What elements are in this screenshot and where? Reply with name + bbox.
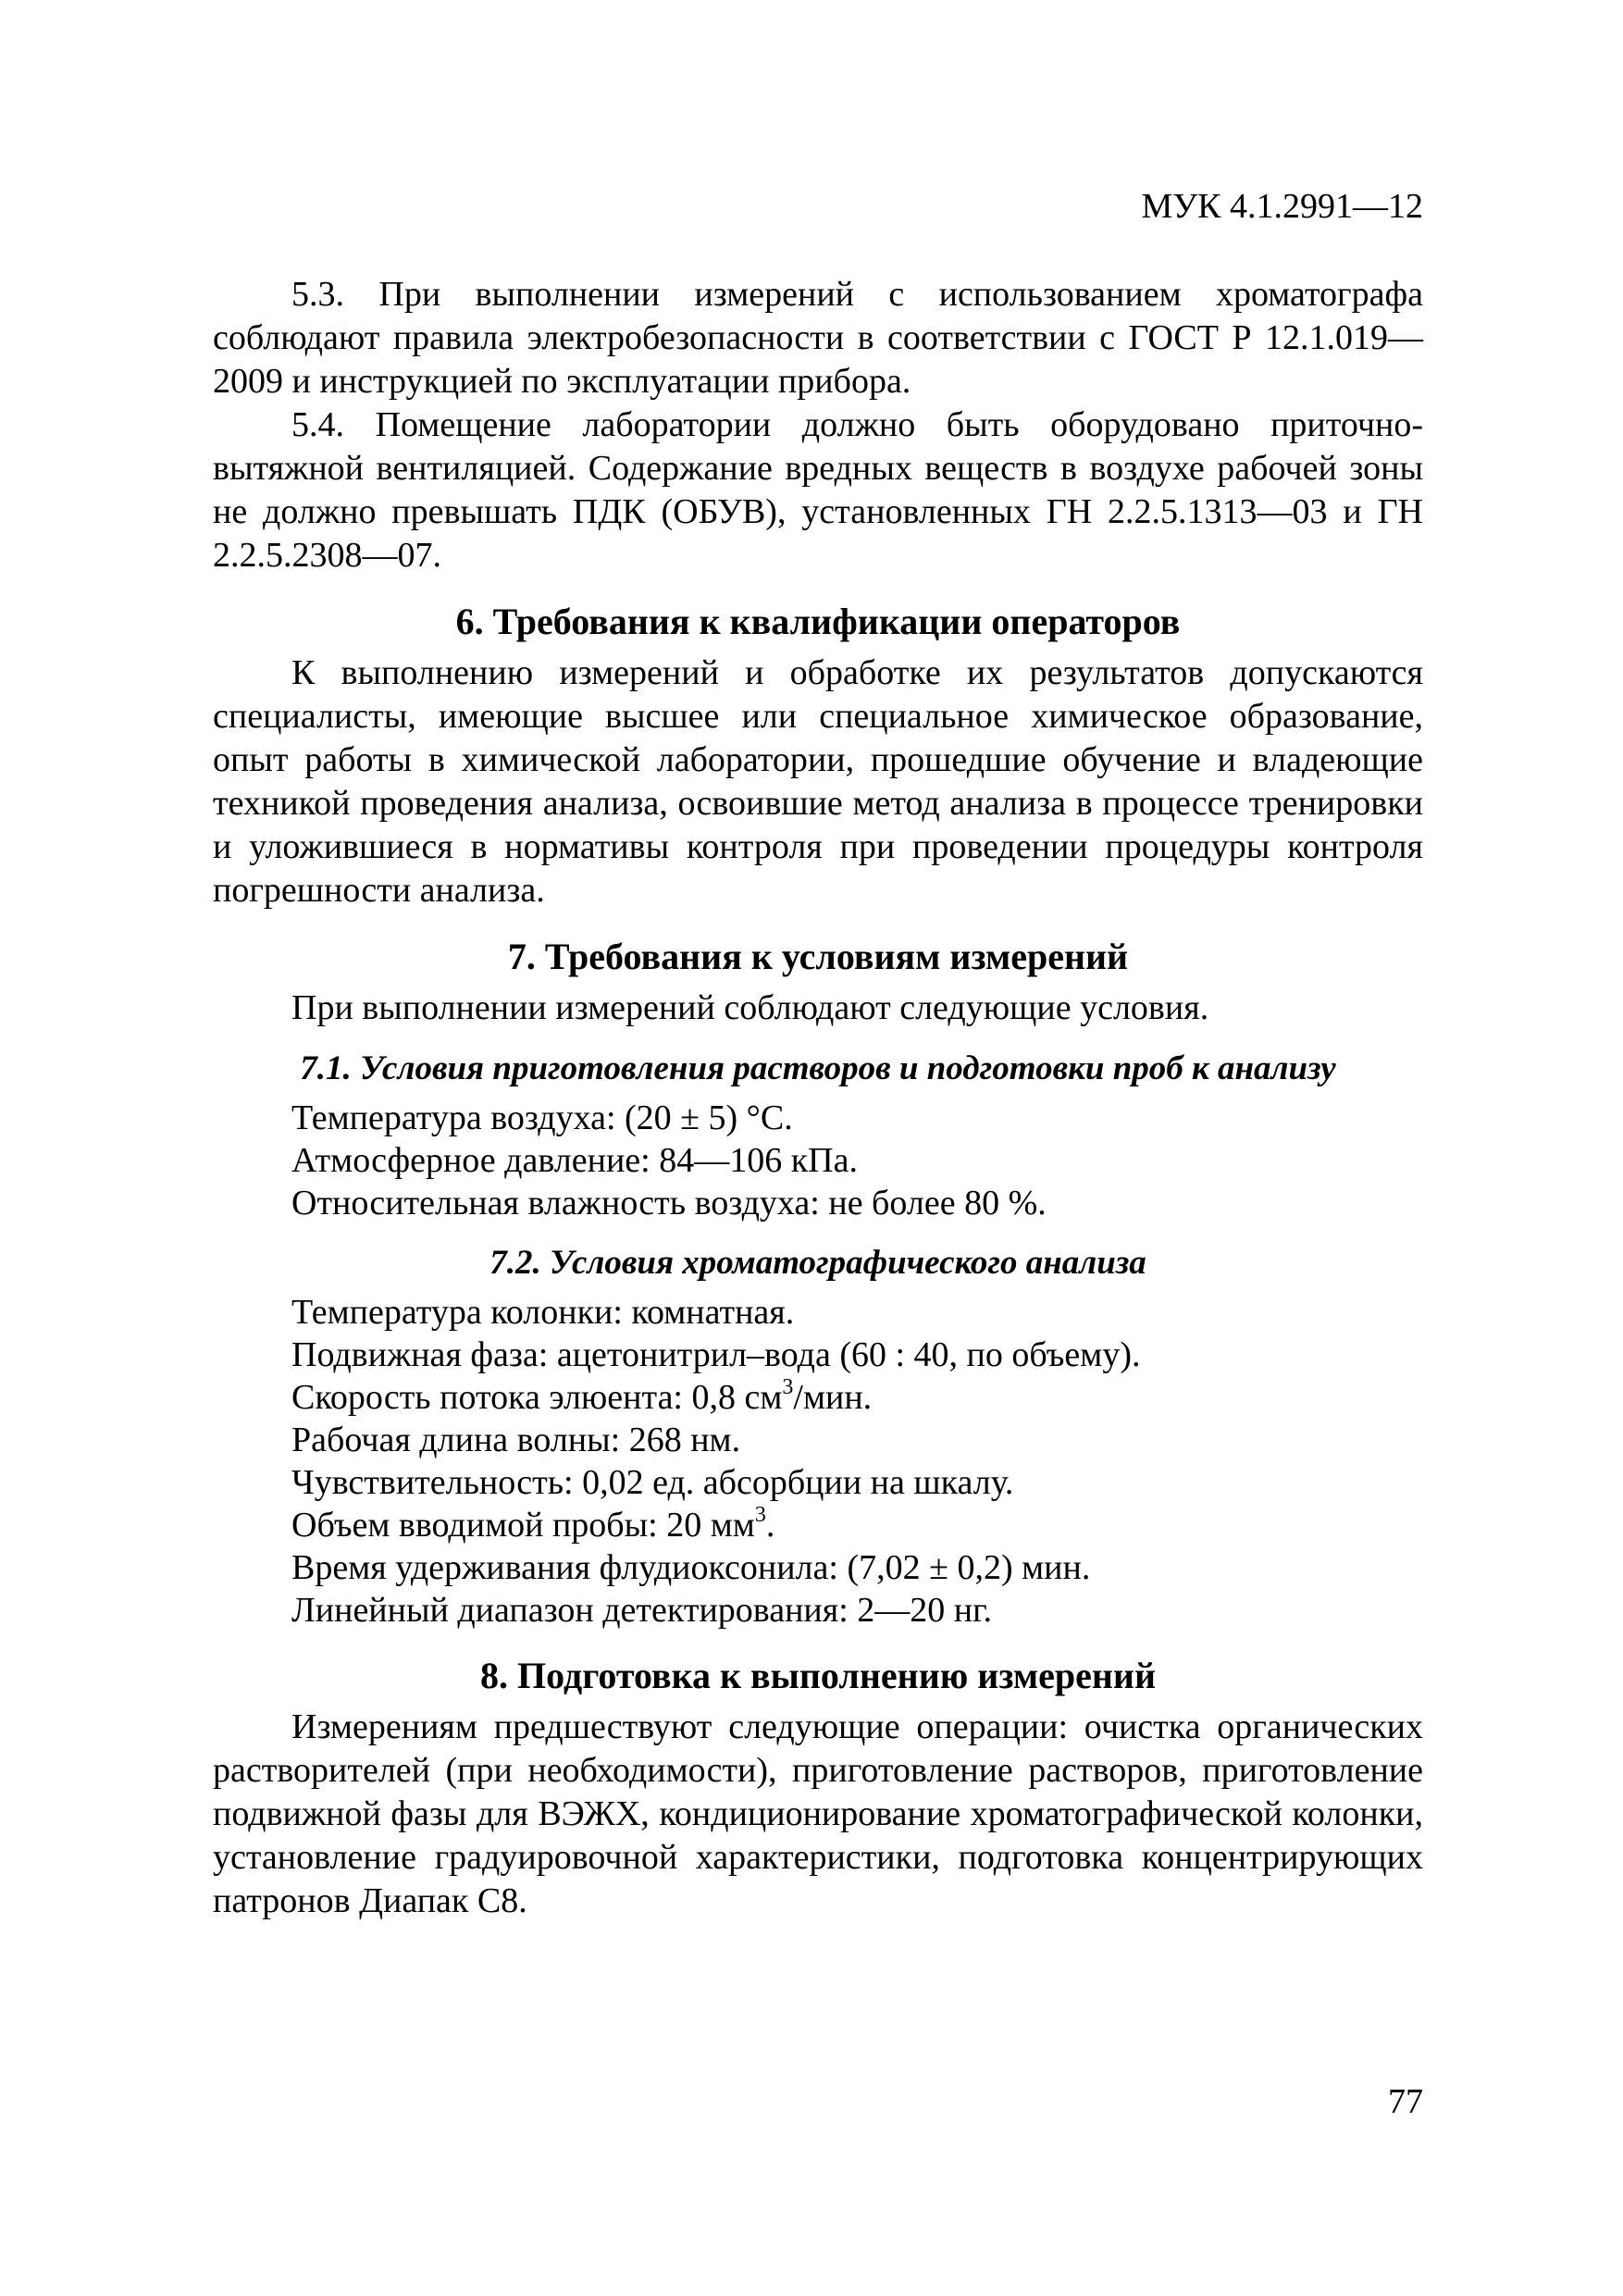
section-6-heading: 6. Требования к квалификации операторов <box>455 601 1181 642</box>
flow-rate-unit: /мин. <box>793 1378 873 1417</box>
flow-rate-text: Скорость потока элюента: 0,8 см <box>291 1378 783 1417</box>
injection-volume-superscript: 3 <box>754 1503 766 1527</box>
condition-linear-range: Линейный диапазон детектирования: 2—20 нг. <box>291 1591 992 1630</box>
condition-mobile-phase: Подвижная фаза: ацетонитрил–вода (60 : 40, по объему). <box>291 1335 1141 1374</box>
document-body <box>213 273 1423 1923</box>
section-8-text: Измерениям предшествуют следующие операции: очистка органических растворителей (при необходимости), приготовление растворов, приготовление подвижной фазы для ВЭЖХ, кондиционирование хроматографической колонки, установление градуировочной характеристики, подготовка концентрирующих патронов Диапак С8. <box>213 1707 1423 1920</box>
flow-rate-superscript: 3 <box>782 1375 794 1399</box>
condition-wavelength: Рабочая длина волны: 268 нм. <box>291 1421 741 1459</box>
condition-sensitivity: Чувствительность: 0,02 ед. абсорбции на шкалу. <box>291 1463 1014 1502</box>
subsection-7-2-heading: 7.2. Условия хроматографического анализа <box>489 1244 1146 1282</box>
condition-atmospheric-pressure: Атмосферное давление: 84—106 кПа. <box>291 1141 858 1180</box>
paragraph-5-4: 5.4. Помещение лаборатории должно быть оборудовано приточно-вытяжной вентиляцией. Содержание вредных веществ в воздухе рабочей зоны не должно превышать ПДК (ОБУВ), установленных ГН 2.2.5.1313—03 и ГН 2.2.5.2308—07. <box>213 405 1423 575</box>
condition-column-temperature: Температура колонки: комнатная. <box>291 1293 795 1332</box>
page-number: 77 <box>1388 2082 1423 2121</box>
injection-volume-end: . <box>765 1506 775 1545</box>
section-8-heading: 8. Подготовка к выполнению измерений <box>480 1655 1156 1696</box>
condition-relative-humidity: Относительная влажность воздуха: не более 80 %. <box>291 1184 1047 1222</box>
section-6-text: К выполнению измерений и обработке их результатов допускаются специалисты, имеющие высшее или специальное химическое образование, опыт работы в химической лаборатории, прошедшие обучение и владеющие техникой проведения анализа, освоившие метод анализа в процессе тренировки и уложившиеся в нормативы контроля при проведении процедуры контроля погрешности анализа. <box>213 653 1423 910</box>
document-code-header: МУК 4.1.2991—12 <box>1141 187 1423 226</box>
subsection-7-1-heading: 7.1. Условия приготовления растворов и подготовки проб к анализу <box>300 1049 1336 1087</box>
condition-retention-time: Время удерживания флудиоксонила: (7,02 ± 0,2) мин. <box>291 1548 1091 1587</box>
condition-injection-volume <box>213 1504 1423 1546</box>
condition-air-temperature: Температура воздуха: (20 ± 5) °С. <box>291 1098 793 1137</box>
paragraph-5-3: 5.3. При выполнении измерений с использованием хроматографа соблюдают правила электробезопасности в соответствии с ГОСТ Р 12.1.019—2009 и инструкцией по эксплуатации прибора. <box>213 275 1423 401</box>
section-7-intro: При выполнении измерений соблюдают следующие условия. <box>291 988 1209 1027</box>
condition-eluent-flow-rate <box>213 1376 1423 1419</box>
injection-volume-text: Объем вводимой пробы: 20 мм <box>291 1506 755 1545</box>
section-7-heading: 7. Требования к условиям измерений <box>507 936 1129 977</box>
